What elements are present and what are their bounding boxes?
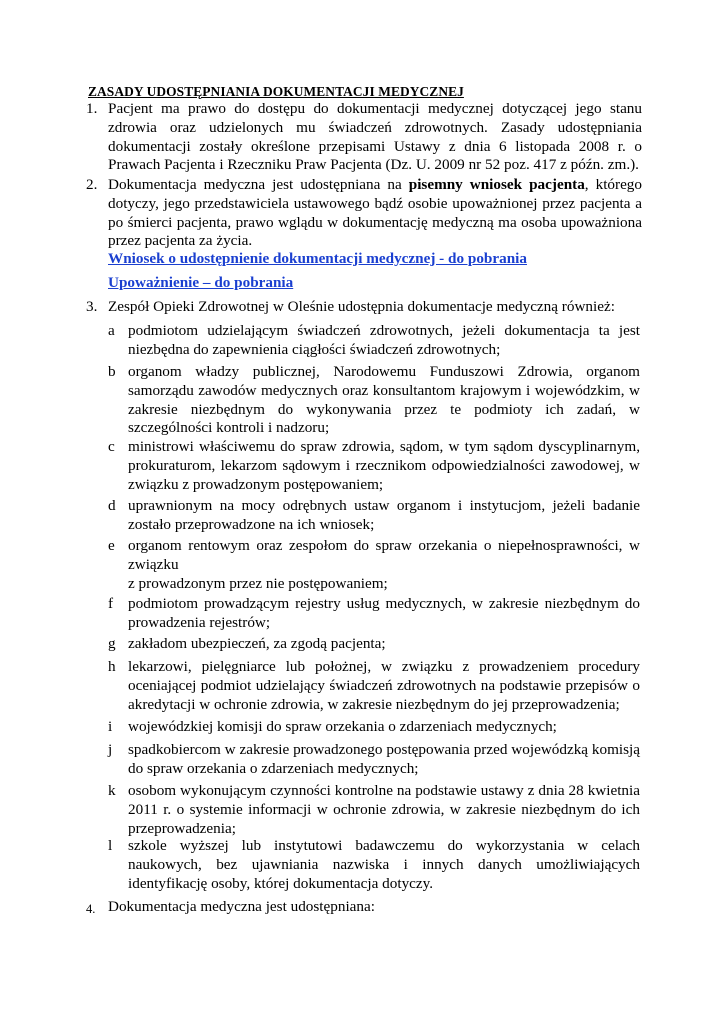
sub-item-e — [108, 537, 640, 593]
sub-item-text-line: z prowadzonym przez nie postępowaniem; — [128, 574, 388, 592]
sub-item-text: uprawnionym na mocy odrębnych ustaw organom i instytucjom, jeżeli badanie zostało przeprowadzone na ich wniosek; — [128, 497, 640, 533]
sub-item-text: lekarzowi, pielęgniarce lub położnej, w związku z prowadzeniem procedury oceniającej podmiot udzielający świadczeń zdrowotnych na podstawie przepisów o akredytacji w ochronie zdrowia, w zakresie niezbędnym do jej przeprowadzenia; — [128, 658, 640, 713]
sub-item-d — [108, 497, 640, 535]
sub-item-text: ministrowi właściwemu do spraw zdrowia, sądom, w tym sądom dyscyplinarnym, prokuraturom, lekarzom sądowym i rzecznikom odpowiedzialności zawodowej, w związku z prowadzonym postępowaniem; — [128, 438, 640, 493]
item-number: 4. — [86, 902, 96, 916]
sub-item-l — [108, 837, 640, 893]
sub-item-text-line: organom rentowym oraz zespołom do spraw orzekania o niepełnosprawności, w związku — [128, 537, 640, 573]
sub-item-j — [108, 741, 640, 779]
list-item-3 — [86, 298, 642, 317]
sub-item-letter: g — [108, 635, 116, 652]
item-text-part: Dokumentacja medyczna jest udostępniana na — [108, 176, 409, 193]
item-text-part: , którego dotyczy, jego przedstawiciela ustawowego bądź osobie upoważnionej przez pacjenta a po śmierci pacjenta, prawo wglądu w dokumentację medyczną ma osoba upoważniona przez pacjenta za życia. — [108, 176, 642, 250]
item-number: 3. — [86, 298, 98, 315]
sub-item-letter: b — [108, 363, 116, 380]
sub-item-letter: e — [108, 537, 115, 554]
sub-item-text: zakładom ubezpieczeń, za zgodą pacjenta; — [128, 635, 386, 652]
list-item-2 — [86, 176, 642, 251]
document-heading: ZASADY UDOSTĘPNIANIA DOKUMENTACJI MEDYCZNEJ — [88, 84, 464, 99]
item-number: 1. — [86, 100, 98, 117]
sub-item-letter: a — [108, 322, 115, 339]
sub-item-letter: f — [108, 595, 114, 612]
sub-item-text: szkole wyższej lub instytutowi badawczemu do wykorzystania w celach naukowych, bez ujawniania nazwiska i innych danych umożliwiających identyfikację osoby, której dokumentacja dotyczy. — [128, 837, 640, 892]
item-text-bold: pisemny wniosek pacjenta — [408, 176, 585, 193]
item-text — [108, 176, 642, 251]
sub-item-c — [108, 438, 640, 494]
sub-item-text: organom władzy publicznej, Narodowemu Funduszowi Zdrowia, organom samorządu zawodów medycznych oraz konsultantom krajowym i wojewódzkim, w zakresie niezbędnym do wykonywania przez te podmioty ich zadań, w szczególności kontroli i nadzoru; — [128, 363, 640, 437]
sub-item-a — [108, 322, 640, 360]
list-item-4 — [86, 898, 642, 917]
sub-item-text — [128, 537, 640, 593]
item-text: Pacjent ma prawo do dostępu do dokumentacji medycznej dotyczącej jego stanu zdrowia oraz udzielonych mu świadczeń zdrowotnych. Zasady udostępniania dokumentacji zostały określone przepisami Ustawy z dnia 6 listopada 2008 r. o Prawach Pacjenta i Rzeczniku Praw Pacjenta (Dz. U. 2009 nr 52 poz. 417 z późn. zm.). — [108, 100, 642, 174]
sub-item-text: osobom wykonującym czynności kontrolne na podstawie ustawy z dnia 28 kwietnia 2011 r. o systemie informacji w ochronie zdrowia, w zakresie niezbędnym do ich przeprowadzenia; — [128, 782, 640, 837]
sub-item-letter: i — [108, 718, 113, 735]
sub-item-letter: c — [108, 438, 115, 455]
sub-item-letter: h — [108, 658, 116, 675]
item-text: Zespół Opieki Zdrowotnej w Oleśnie udostępnia dokumentacje medyczną również: — [108, 298, 615, 315]
sub-item-letter: d — [108, 497, 116, 514]
item-text: Dokumentacja medyczna jest udostępniana: — [108, 898, 375, 915]
sub-item-letter: k — [108, 782, 116, 799]
wniosek-download-link[interactable]: Wniosek o udostępnienie dokumentacji medycznej - do pobrania — [108, 250, 527, 267]
sub-item-text: podmiotom prowadzącym rejestry usług medycznych, w zakresie niezbędnym do prowadzenia rejestrów; — [128, 595, 640, 631]
sub-item-letter: l — [108, 837, 113, 854]
sub-item-text: wojewódzkiej komisji do spraw orzekania o zdarzeniach medycznych; — [128, 718, 557, 735]
upowaznienie-download-link[interactable]: Upoważnienie – do pobrania — [108, 274, 294, 291]
sub-item-f — [108, 595, 640, 633]
sub-item-b — [108, 363, 640, 438]
item-number: 2. — [86, 176, 98, 193]
sub-item-text: spadkobiercom w zakresie prowadzonego postępowania przed wojewódzką komisją do spraw orzekania o zdarzeniach medycznych; — [128, 741, 640, 777]
sub-item-h — [108, 658, 640, 714]
sub-item-text: podmiotom udzielającym świadczeń zdrowotnych, jeżeli dokumentacja ta jest niezbędna do zapewnienia ciągłości świadczeń zdrowotnych; — [128, 322, 640, 358]
sub-item-i — [108, 718, 640, 737]
list-item-1 — [86, 100, 642, 175]
sub-item-letter: j — [108, 741, 113, 758]
sub-item-k — [108, 782, 640, 838]
sub-item-g — [108, 635, 640, 654]
